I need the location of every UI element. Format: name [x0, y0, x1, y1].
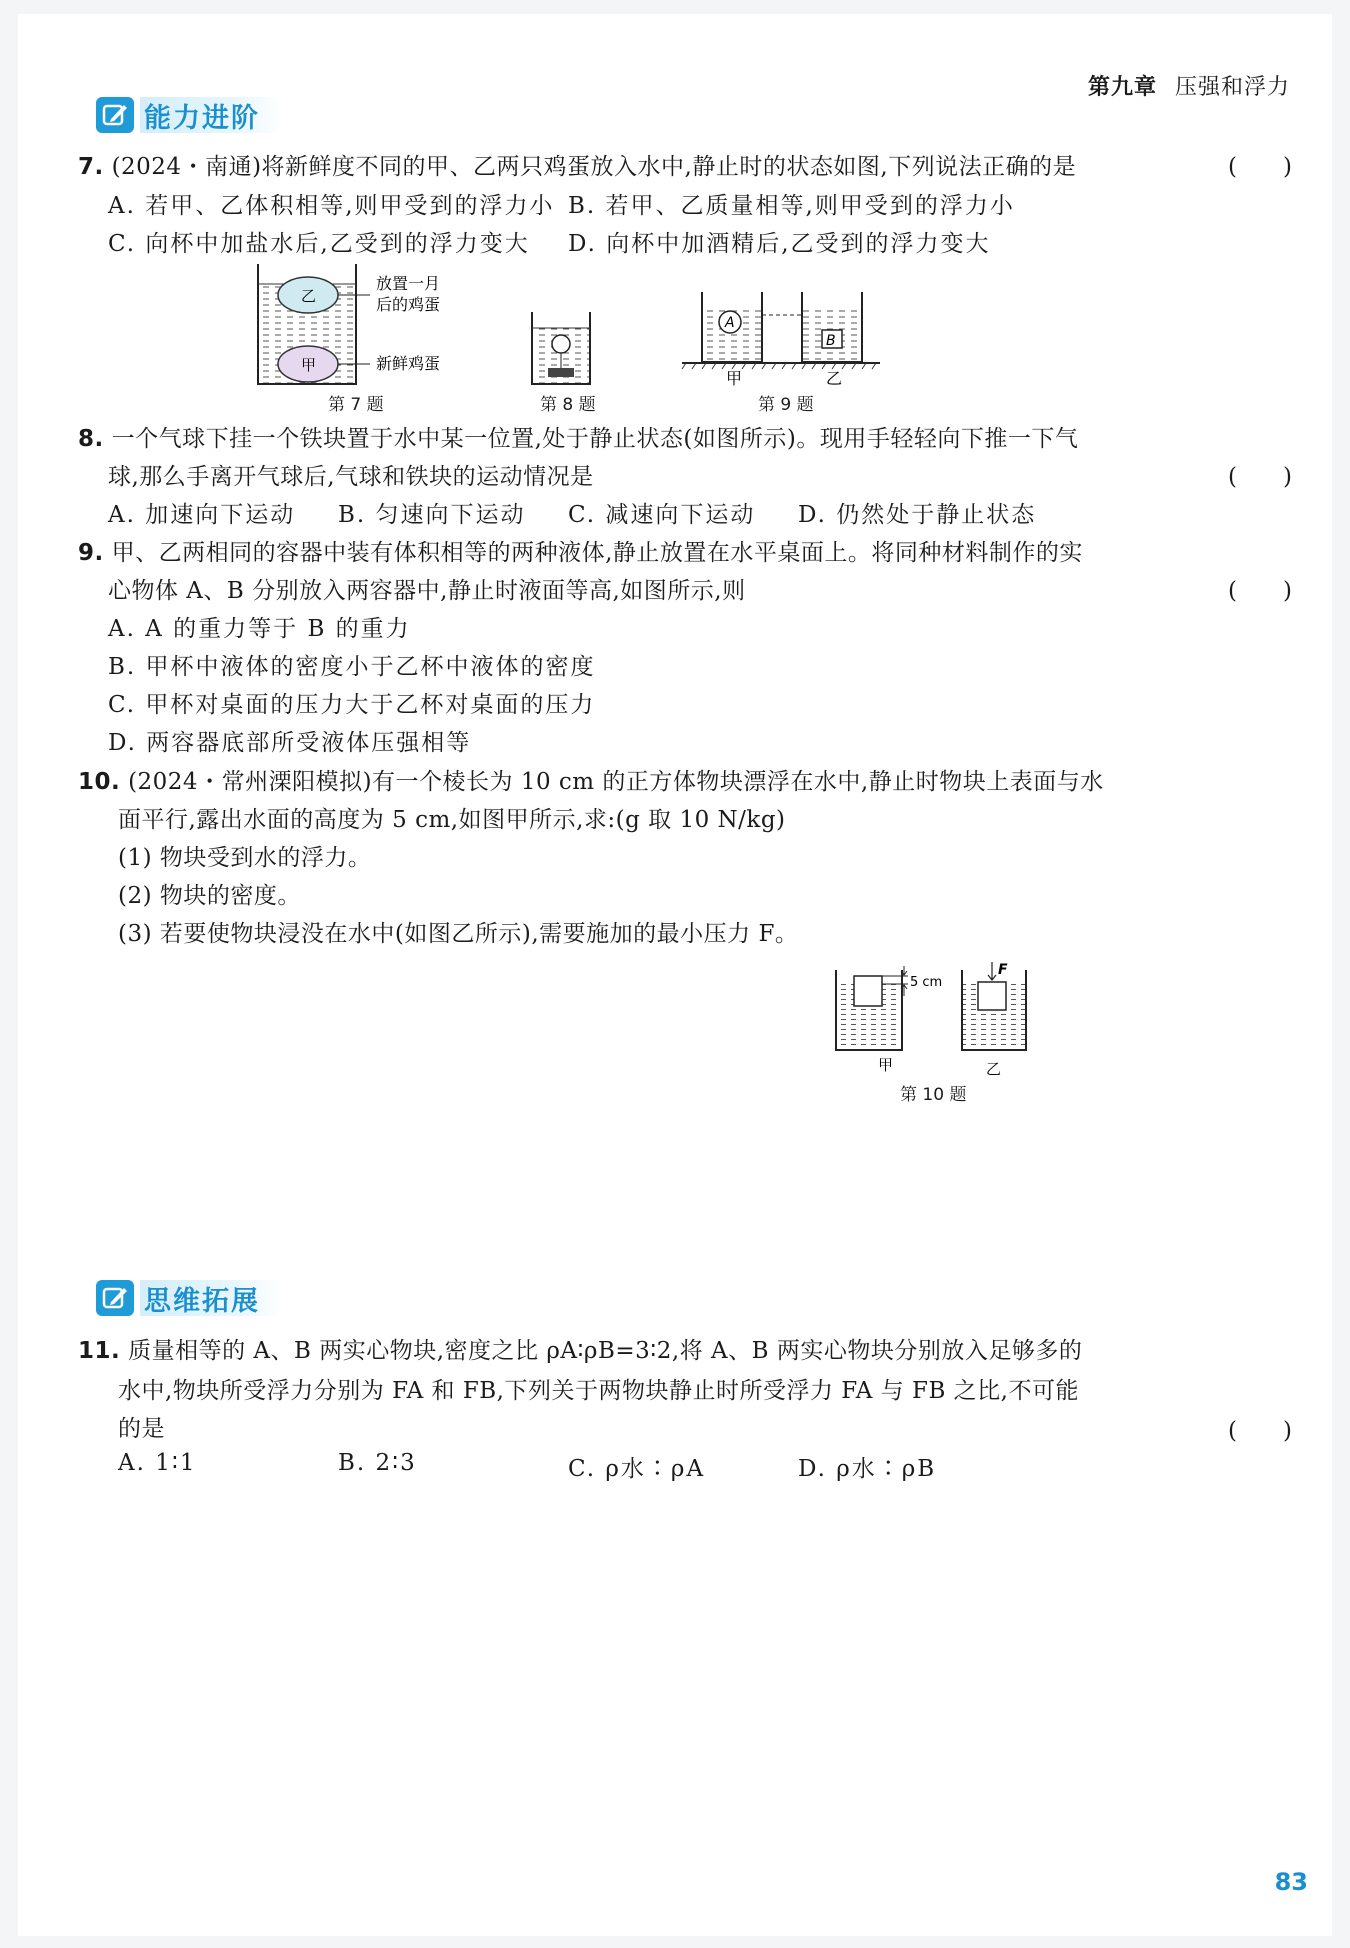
- question-11-stem-line3: 的是: [118, 1416, 165, 1442]
- question-text: (2024・常州溧阳模拟)有一个棱长为 10 cm 的正方体物块漂浮在水中,静止时物块上表面与水: [128, 769, 1104, 795]
- option-b: B. 匀速向下运动: [338, 502, 526, 528]
- figure-10-left: [836, 966, 942, 1074]
- option-c: C. 甲杯对桌面的压力大于乙杯对桌面的压力: [108, 692, 596, 718]
- option-c: C. ρ水∶ρA: [568, 1456, 706, 1482]
- caption-fig8: 第 8 题: [540, 395, 596, 415]
- chapter-number: 第九章: [1087, 75, 1157, 100]
- question-number: 8.: [78, 426, 104, 452]
- option-b: B. 甲杯中液体的密度小于乙杯中液体的密度: [108, 654, 596, 680]
- svg-text:甲: 甲: [878, 1056, 894, 1074]
- svg-text:5 cm: 5 cm: [910, 975, 943, 990]
- question-9-stem-line2: 心物体 A、B 分别放入两容器中,静止时液面等高,如图所示,则: [108, 578, 746, 604]
- figure-7-beaker: [258, 264, 440, 384]
- question-number: 9.: [78, 540, 104, 566]
- option-d: D. 向杯中加酒精后,乙受到的浮力变大: [568, 231, 991, 257]
- question-10-part2: (2) 物块的密度。: [118, 883, 301, 909]
- question-10-stem-line2: 面平行,露出水面的高度为 5 cm,如图甲所示,求:(g 取 10 N/kg): [118, 807, 786, 833]
- svg-text:乙: 乙: [986, 1060, 1002, 1078]
- option-c: C. 向杯中加盐水后,乙受到的浮力变大: [108, 231, 530, 257]
- figure-10-right: [962, 962, 1026, 1078]
- svg-text:乙: 乙: [826, 369, 843, 388]
- pencil-icon: [96, 97, 134, 133]
- question-10-stem-line1: [78, 763, 1104, 796]
- svg-text:放置一月: 放置一月: [376, 274, 441, 293]
- iron-block: [548, 368, 574, 377]
- question-11-stem-line1: [78, 1332, 1082, 1365]
- answer-blank: ( ): [1228, 578, 1292, 604]
- question-9-stem-line1: [78, 534, 1083, 567]
- answer-blank: ( ): [1228, 154, 1292, 180]
- svg-text:甲: 甲: [726, 369, 743, 388]
- option-a: A. A 的重力等于 B 的重力: [108, 616, 411, 642]
- caption-fig7: 第 7 题: [328, 395, 384, 415]
- question-8-stem-line1: [78, 420, 1078, 453]
- svg-text:后的鸡蛋: 后的鸡蛋: [376, 295, 441, 314]
- question-10-part3: (3) 若要使物块浸没在水中(如图乙所示),需要施加的最小压力 F。: [118, 921, 799, 947]
- question-11-stem-line2: 水中,物块所受浮力分别为 FA 和 FB,下列关于两物块静止时所受浮力 FA 与 FB 之比,不可能: [118, 1378, 1079, 1404]
- option-a: A. 加速向下运动: [108, 502, 296, 528]
- balloon: [552, 335, 570, 353]
- svg-text:新鲜鸡蛋: 新鲜鸡蛋: [376, 354, 441, 373]
- svg-text:B: B: [826, 333, 836, 349]
- question-7-stem: [78, 148, 1076, 181]
- figure-8-beaker: [532, 312, 590, 384]
- option-c: C. 减速向下运动: [568, 502, 756, 528]
- question-text: (2024・南通)将新鲜度不同的甲、乙两只鸡蛋放入水中,静止时的状态如图,下列说法正确的是: [111, 154, 1077, 180]
- svg-text:乙: 乙: [301, 287, 317, 305]
- section-title: 能力进阶: [140, 97, 282, 133]
- section-title: 思维拓展: [140, 1280, 282, 1316]
- option-a: A. 若甲、乙体积相等,则甲受到的浮力小: [108, 193, 555, 219]
- question-text: 一个气球下挂一个铁块置于水中某一位置,处于静止状态(如图所示)。现用手轻轻向下推一下气: [111, 426, 1079, 452]
- caption-fig9: 第 9 题: [758, 395, 814, 415]
- option-a: A. 1∶1: [118, 1450, 197, 1476]
- question-number: 10.: [78, 769, 121, 795]
- option-b: B. 2∶3: [338, 1450, 417, 1476]
- question-number: 11.: [78, 1338, 121, 1364]
- option-d: D. ρ水∶ρB: [798, 1456, 937, 1482]
- question-text: 质量相等的 A、B 两实心物块,密度之比 ρA∶ρB=3∶2,将 A、B 两实心物块分别放入足够多的: [128, 1338, 1083, 1364]
- option-d: D. 两容器底部所受液体压强相等: [108, 730, 472, 756]
- question-number: 7.: [78, 154, 104, 180]
- section-heading-ability: [96, 95, 282, 135]
- figure-10: [830, 962, 1040, 1082]
- question-10-part1: (1) 物块受到水的浮力。: [118, 845, 372, 871]
- answer-blank: ( ): [1228, 1418, 1292, 1444]
- option-b: B. 若甲、乙质量相等,则甲受到的浮力小: [568, 193, 1015, 219]
- question-text: 甲、乙两相同的容器中装有体积相等的两种液体,静止放置在水平桌面上。将同种材料制作的实: [111, 540, 1083, 566]
- section-heading-thinking: [96, 1278, 282, 1318]
- pencil-icon: [96, 1280, 134, 1316]
- answer-blank: ( ): [1228, 464, 1292, 490]
- svg-text:甲: 甲: [301, 356, 317, 374]
- figures-7-8-9: [250, 260, 900, 410]
- caption-fig10: 第 10 题: [900, 1085, 967, 1105]
- question-8-stem-line2: 球,那么手离开气球后,气球和铁块的运动情况是: [108, 464, 594, 490]
- option-d: D. 仍然处于静止状态: [798, 502, 1037, 528]
- svg-text:A: A: [725, 315, 735, 331]
- page-number: 83: [1274, 1868, 1308, 1896]
- svg-text:F: F: [998, 962, 1008, 978]
- figure-9-containers: [682, 292, 880, 388]
- page-header: [1088, 70, 1290, 101]
- chapter-title: 压强和浮力: [1174, 75, 1290, 100]
